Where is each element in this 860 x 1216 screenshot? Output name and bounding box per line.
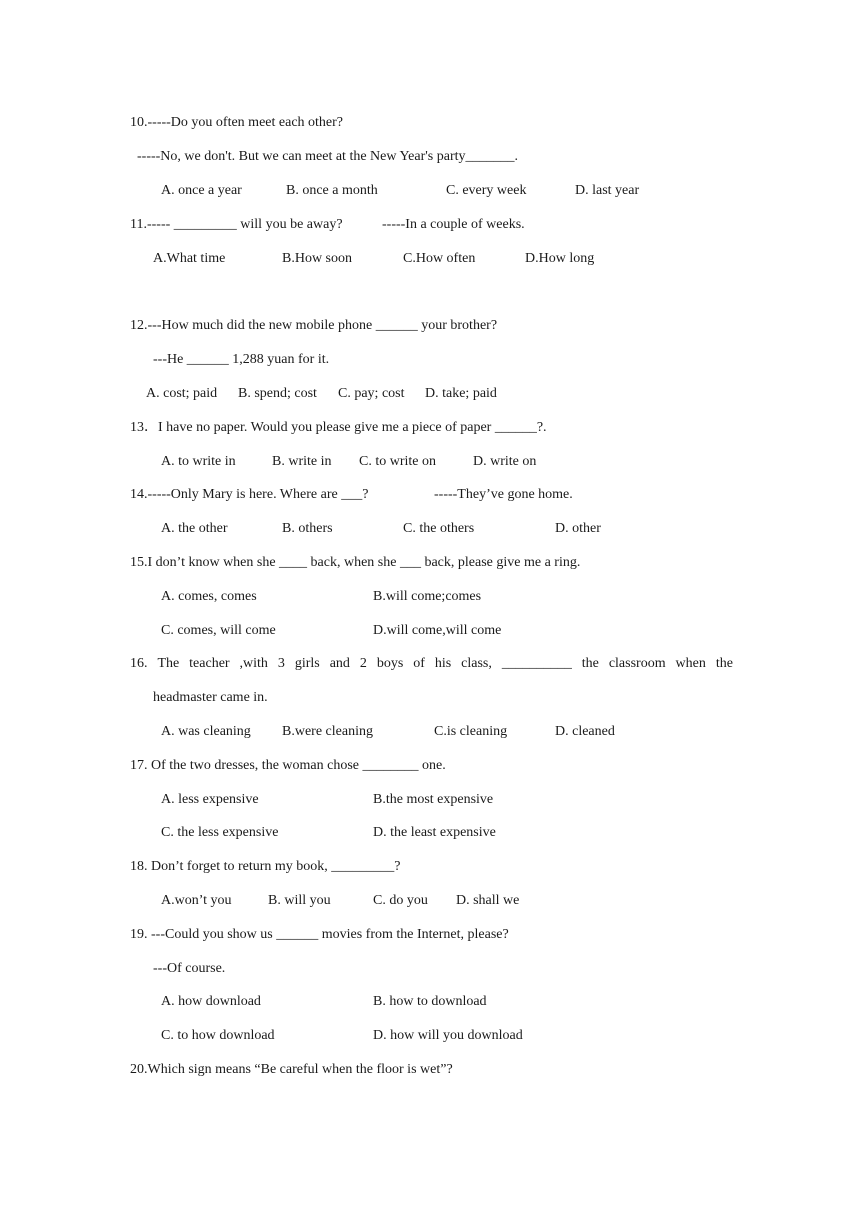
question-16-word: teacher <box>189 656 230 671</box>
option-15-c: C. comes, will come <box>161 623 276 638</box>
question-15-stem: 15.I don’t know when she ____ back, when she ___ back, please give me a ring. <box>130 555 581 570</box>
option-12-b: B. spend; cost <box>238 386 317 401</box>
option-10-a: A. once a year <box>161 183 242 198</box>
option-12-d: D. take; paid <box>425 386 497 401</box>
option-15-a: A. comes, comes <box>161 589 257 604</box>
option-18-d: D. shall we <box>456 893 520 908</box>
option-14-d: D. other <box>555 521 601 536</box>
question-12-stem: 12.---How much did the new mobile phone ______ your brother? <box>130 318 498 333</box>
question-16-blank: __________ <box>501 656 572 671</box>
option-11-b: B.How soon <box>282 251 353 266</box>
question-17-stem: 17. Of the two dresses, the woman chose ________ one. <box>130 758 446 773</box>
option-14-c: C. the others <box>403 521 475 536</box>
question-16-word: when <box>675 656 706 671</box>
question-20-stem: 20.Which sign means “Be careful when the floor is wet”? <box>130 1062 453 1077</box>
option-13-c: C. to write on <box>359 454 436 469</box>
option-16-d: D. cleaned <box>555 724 615 739</box>
question-16-word: classroom <box>608 656 666 671</box>
question-16-word: 3 <box>277 656 285 671</box>
question-11-reply: -----In a couple of weeks. <box>382 217 525 232</box>
option-17-a: A. less expensive <box>161 792 259 807</box>
question-16-word: 2 <box>359 656 367 671</box>
option-11-a: A.What time <box>153 251 226 266</box>
option-13-d: D. write on <box>473 454 537 469</box>
option-17-b: B.the most expensive <box>373 792 494 807</box>
question-19-reply: ---Of course. <box>153 961 226 976</box>
question-16-word: girls <box>294 656 320 671</box>
option-19-a: A. how download <box>161 994 261 1009</box>
question-10-stem: 10.-----Do you often meet each other? <box>130 115 344 130</box>
option-12-a: A. cost; paid <box>146 386 218 401</box>
question-14-stem: 14.-----Only Mary is here. Where are ___? <box>130 487 369 502</box>
question-16-word: class, <box>461 656 492 671</box>
question-16-word: The <box>157 656 180 671</box>
question-12-reply: ---He ______ 1,288 yuan for it. <box>153 352 330 367</box>
question-16-stem <box>130 655 733 673</box>
option-17-d: D. the least expensive <box>373 825 496 840</box>
question-16-word: 16. <box>130 656 148 671</box>
question-10-reply: -----No, we don't. But we can meet at the New Year's party_______. <box>137 149 519 164</box>
question-14-reply: -----They’ve gone home. <box>434 487 573 502</box>
option-11-c: C.How often <box>403 251 476 266</box>
option-15-d: D.will come,will come <box>373 623 502 638</box>
option-14-b: B. others <box>282 521 333 536</box>
option-18-a: A.won’t you <box>161 893 232 908</box>
option-19-d: D. how will you download <box>373 1028 523 1043</box>
option-10-d: D. last year <box>575 183 640 198</box>
question-16-word: and <box>329 656 350 671</box>
question-16-stem-continued: headmaster came in. <box>153 690 268 705</box>
question-19-stem: 19. ---Could you show us ______ movies from the Internet, please? <box>130 927 509 942</box>
option-16-b: B.were cleaning <box>282 724 373 739</box>
question-13-stem: 13．I have no paper. Would you please give me a piece of paper ______?. <box>130 420 547 435</box>
option-14-a: A. the other <box>161 521 228 536</box>
option-11-d: D.How long <box>525 251 595 266</box>
option-10-b: B. once a month <box>286 183 378 198</box>
option-16-a: A. was cleaning <box>161 724 251 739</box>
question-16-word: ,with <box>239 656 268 671</box>
question-16-word: the <box>581 656 599 671</box>
option-15-b: B.will come;comes <box>373 589 482 604</box>
question-16-word: boys <box>376 656 404 671</box>
option-18-b: B. will you <box>268 893 331 908</box>
question-16-word: the <box>715 656 733 671</box>
option-10-c: C. every week <box>446 183 527 198</box>
option-12-c: C. pay; cost <box>338 386 405 401</box>
option-19-c: C. to how download <box>161 1028 275 1043</box>
question-16-word: his <box>434 656 452 671</box>
question-16-word: of <box>413 656 425 671</box>
option-17-c: C. the less expensive <box>161 825 279 840</box>
question-11-stem: 11.----- _________ will you be away? <box>130 217 343 232</box>
question-18-stem: 18. Don’t forget to return my book, _________? <box>130 859 401 874</box>
option-18-c: C. do you <box>373 893 428 908</box>
option-16-c: C.is cleaning <box>434 724 508 739</box>
option-13-b: B. write in <box>272 454 332 469</box>
option-19-b: B. how to download <box>373 994 487 1009</box>
option-13-a: A. to write in <box>161 454 236 469</box>
